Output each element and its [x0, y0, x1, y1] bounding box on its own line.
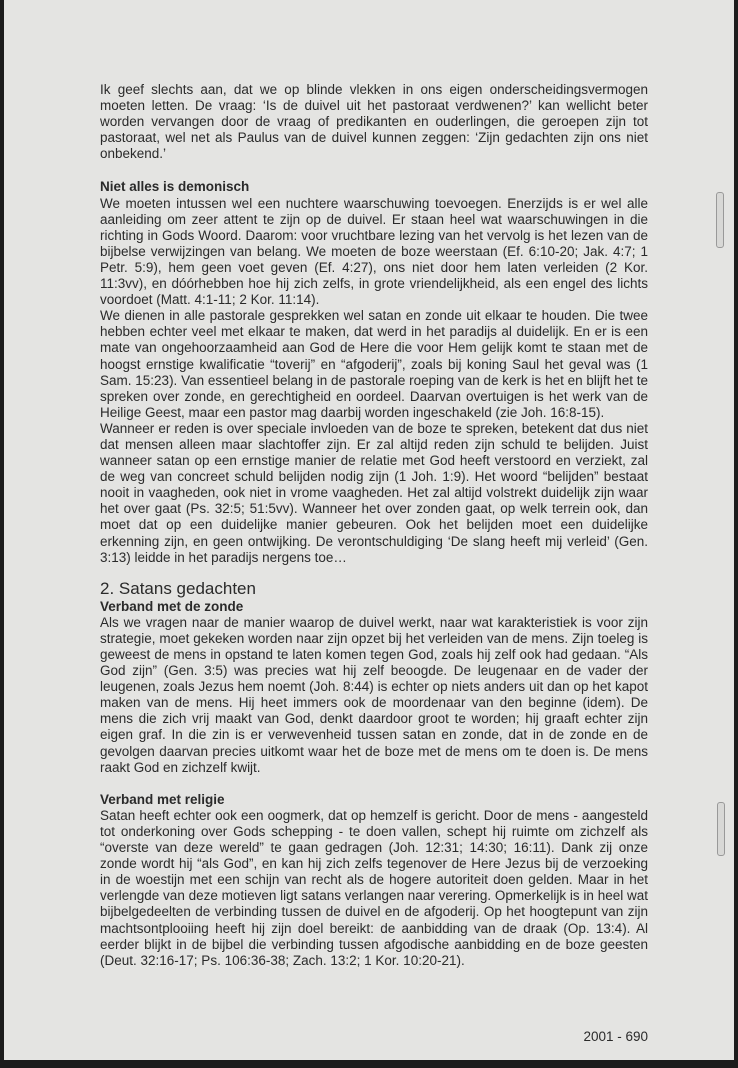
section-heading-demonisch: Niet alles is demonisch	[100, 179, 250, 195]
binding-clip-icon	[717, 802, 725, 856]
paragraph: We dienen in alle pastorale gesprekken wel satan en zonde uit elkaar te houden. Die twee hebben echter veel met elkaar te maken, dat werd in het paradijs al duidelijk. En er is een mate van ongehoorzaamheid aan God de Here die voor Hem gelijk komt te staan met de hoogst ernstige kwalificatie “toverij” en “afgoderij”, zoals bij koning Saul het geval was (1 Sam. 15:23). Van essentieel belang in de pastorale roeping van de kerk is het en blijft het te spreken over zonde, en gerechtigheid en oordeel. Daarvan overtuigen is het werk van de Heilige Geest, maar een pastor mag daarbij worden ingeschakeld (zie Joh. 16:8-15).	[100, 308, 648, 420]
section-heading-zonde: Verband met de zonde	[100, 598, 244, 614]
document-page	[4, 0, 734, 1060]
paragraph: Als we vragen naar de manier waarop de duivel werkt, naar wat karakteristiek is voor zijn strategie, moet gekeken worden naar zijn opzet bij het verleiden van de mens. Zijn toeleg is geweest de mens in opstand te laten komen tegen God, zoals hij zelf ook had gedaan. “Als God zijn” (Gen. 3:5) was precies wat hij zelf beoogde. De leugenaar en de vader der leugenen, zoals Jezus hem noemt (Joh. 8:44) is echter op niets anders uit dan op het kapot maken van de mens. Hij heet immers ook de moordenaar van den beginne (idem). De mens die zich vrij maakt van God, denkt daardoor groot te worden; hij graaft echter zijn eigen graf. In die zin is er verwevenheid tussen satan en zonde, dat in de zonde en de gevolgen daarvan precies uitkomt waar het de boze met de mens om te doen is. De mens raakt God en zichzelf kwijt.	[100, 614, 648, 775]
paragraph: We moeten intussen wel een nuchtere waarschuwing toevoegen. Enerzijds is er wel alle aanleiding om zeer attent te zijn op de duivel. Er staan heel wat waarschuwingen in die richting in Gods Woord. Daarom: voor vruchtbare lezing van het vervolg is het lezen van de bijbelse verwijzingen van belang. We moeten de boze weerstaan (Ef. 6:10-20; Jak. 4:7; 1 Petr. 5:9), hem geen voet geven (Ef. 4:27), ons niet door hem laten verleiden (2 Kor. 11:3vv), en dóórhebben hoe hij zich zelfs, in grote vriendelijkheid, als een engel des lichts voordoet (Matt. 4:1-11; 2 Kor. 11:14).	[100, 195, 648, 308]
paragraph: Wanneer er reden is over speciale invloeden van de boze te spreken, betekent dat dus niet dat mensen alleen maar slachtoffer zijn. Er zal altijd reden zijn schuld te belijden. Juist wanneer satan op een ernstige manier de relatie met God heeft verstoord en verziekt, zal de weg van concreet schuld belijden nodig zijn (1 Joh. 1:9). Het woord “belijden” bestaat nooit in vaagheden, ook niet in vrome vaagheden. Het zal altijd volstrekt duidelijk zijn waar het over gaat (Ps. 32:5; 51:5vv). Wanneer het over zonden gaat, op welk terrein ook, dan moet dat op een duidelijke manier gebeuren. Ook het belijden moet een duidelijke erkenning zijn, en geen ontwijking. De verontschuldiging ‘De slang heeft mij verleid’ (Gen. 3:13) leidde in het paradijs nergens toe…	[100, 420, 648, 565]
chapter-title: 2. Satans gedachten	[100, 578, 256, 598]
binding-clip-icon	[716, 192, 724, 248]
intro-paragraph: Ik geef slechts aan, dat we op blinde vlekken in ons eigen onderscheidingsvermogen moeten letten. De vraag: ‘Is de duivel uit het pastoraat verdwenen?’ kan wellicht beter worden vervangen door de vraag of predikanten en ouderlingen, die geroepen zijn tot pastoraat, wel net als Paulus van de duivel kunnen zeggen: ‘Zijn gedachten zijn ons niet onbekend.’	[100, 82, 648, 162]
scan-border	[0, 1060, 738, 1068]
page-number: 2001 - 690	[583, 1029, 648, 1044]
article-body	[100, 82, 648, 969]
section-heading-religie: Verband met religie	[100, 791, 225, 807]
paragraph: Satan heeft echter ook een oogmerk, dat op hemzelf is gericht. Door de mens - aangesteld tot onderkoning over Gods schepping - te doen vallen, schept hij ruimte om zichzelf als “overste van deze wereld” te gaan gedragen (Joh. 12:31; 14:30; 16:11). Dank zij onze zonde wordt hij “als God”, en kan hij zich zelfs tegenover de Here Jezus bij de verzoeking in de woestijn met een schijn van recht als de hogere autoriteit doen gelden. Maar in het verlengde van deze motieven ligt satans verlangen naar verering. Opmerkelijk is in heel wat bijbelgedeelten de verbinding tussen de duivel en de afgoderij. Op het hoogtepunt van zijn machtsontplooiing heeft hij zijn doel bereikt: de aanbidding van de draak (Op. 13:4). Al eerder blijkt in de bijbel die verbinding tussen afgodische aanbidding en de boze geesten (Deut. 32:16-17; Ps. 106:36-38; Zach. 13:2; 1 Kor. 10:20-21).	[100, 807, 648, 968]
